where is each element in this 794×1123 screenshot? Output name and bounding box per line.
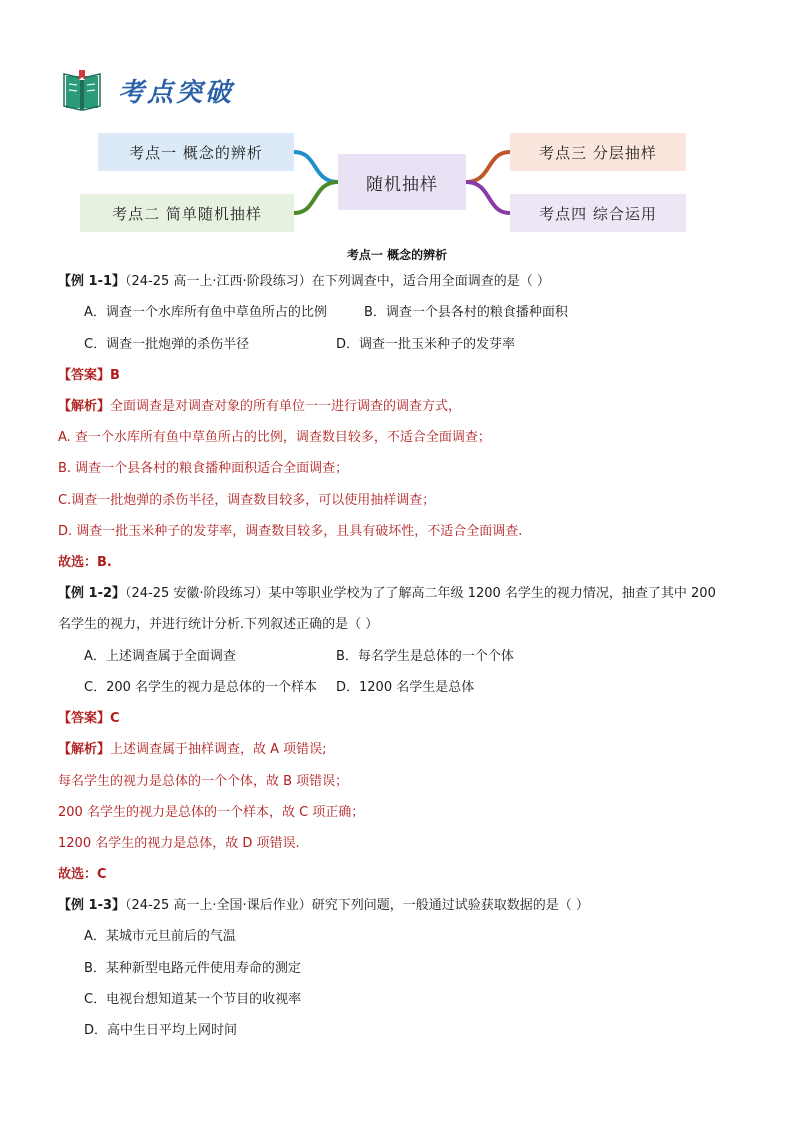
example-1-2-question: [58, 585, 716, 603]
option-d: D．高中生日平均上网时间: [84, 1023, 238, 1038]
analysis-item: 200 名学生的视力是总体的一个样本，故 C 项正确；: [58, 805, 365, 820]
analysis-line: [58, 741, 327, 759]
analysis-tag: 【解析】: [58, 742, 111, 757]
connector-bottom-right: [466, 182, 510, 213]
option-c: C．电视台想知道某一个节目的收视率: [84, 992, 302, 1007]
option-c: C．调查一批炮弹的杀伤半径: [84, 337, 250, 352]
answer-value: B: [110, 368, 120, 383]
section-title: 考点突破: [118, 78, 235, 108]
mindmap-node-point4: 考点四 综合运用: [510, 194, 686, 232]
analysis-item: B. 调查一个县各村的粮食播种面积适合全面调查；: [58, 461, 349, 476]
question-text-cont: 名学生的视力，并进行统计分析.下列叙述正确的是（ ）: [58, 617, 379, 632]
analysis-tag: 【解析】: [58, 399, 111, 414]
example-tag: 【例 1-1】: [58, 274, 126, 289]
connector-top-right: [466, 152, 510, 182]
answer-tag: 【答案】: [58, 368, 111, 383]
question-text: （24-25 高一上·江西·阶段练习）在下列调查中，适合用全面调查的是（ ）: [125, 274, 550, 289]
analysis-item: 1200 名学生的视力是总体，故 D 项错误.: [58, 836, 300, 851]
analysis-item: A. 查一个水库所有鱼中草鱼所占的比例，调查数目较多，不适合全面调查；: [58, 430, 491, 445]
option-a: A．调查一个水库所有鱼中草鱼所占的比例: [84, 305, 327, 320]
question-text: （24-25 安徽·阶段练习）某中等职业学校为了了解高二年级 1200 名学生的视力情况，抽查了其中 200: [125, 586, 716, 601]
mindmap-node-point1: 考点一 概念的辨析: [98, 133, 294, 171]
example-1-1-question: [58, 273, 550, 291]
option-b: B．某种新型电路元件使用寿命的测定: [84, 961, 301, 976]
option-d: D．1200 名学生是总体: [336, 680, 475, 695]
analysis-text: 全面调查是对调查对象的所有单位一一进行调查的调查方式，: [110, 399, 462, 414]
answer-tag: 【答案】: [58, 711, 111, 726]
mindmap-center-node: 随机抽样: [338, 154, 466, 210]
connector-bottom-left: [294, 182, 338, 213]
example-tag: 【例 1-2】: [58, 586, 126, 601]
analysis-line: [58, 398, 461, 416]
answer-line: [58, 367, 120, 385]
answer-value: C: [110, 711, 120, 726]
option-b: B．每名学生是总体的一个个体: [336, 649, 514, 664]
section-heading: 考点一 概念的辨析: [346, 248, 448, 262]
option-c: C．200 名学生的视力是总体的一个样本: [84, 680, 318, 695]
option-d: D．调查一批玉米种子的发芽率: [336, 337, 516, 352]
choose-line: 故选：B.: [58, 555, 112, 570]
example-tag: 【例 1-3】: [58, 898, 126, 913]
analysis-text: 上述调查属于抽样调查，故 A 项错误;: [110, 742, 327, 757]
example-1-3-question: [58, 897, 589, 915]
option-b: B．调查一个县各村的粮食播种面积: [364, 305, 568, 320]
option-a: A．上述调查属于全面调查: [84, 649, 236, 664]
question-text: （24-25 高一上·全国·课后作业）研究下列问题，一般通过试验获取数据的是（ ）: [125, 898, 589, 913]
mindmap-node-point2: 考点二 简单随机抽样: [80, 194, 294, 232]
analysis-item: D. 调查一批玉米种子的发芽率，调查数目较多，且具有破坏性，不适合全面调查.: [58, 524, 523, 539]
mindmap-node-point3: 考点三 分层抽样: [510, 133, 686, 171]
analysis-item: 每名学生的视力是总体的一个个体，故 B 项错误；: [58, 774, 349, 789]
choose-line: 故选：C: [58, 867, 107, 882]
option-a: A．某城市元旦前后的气温: [84, 929, 236, 944]
analysis-item: C.调查一批炮弹的杀伤半径，调查数目较多，可以使用抽样调查；: [58, 493, 436, 508]
answer-line: [58, 710, 120, 728]
connector-top-left: [294, 152, 338, 182]
